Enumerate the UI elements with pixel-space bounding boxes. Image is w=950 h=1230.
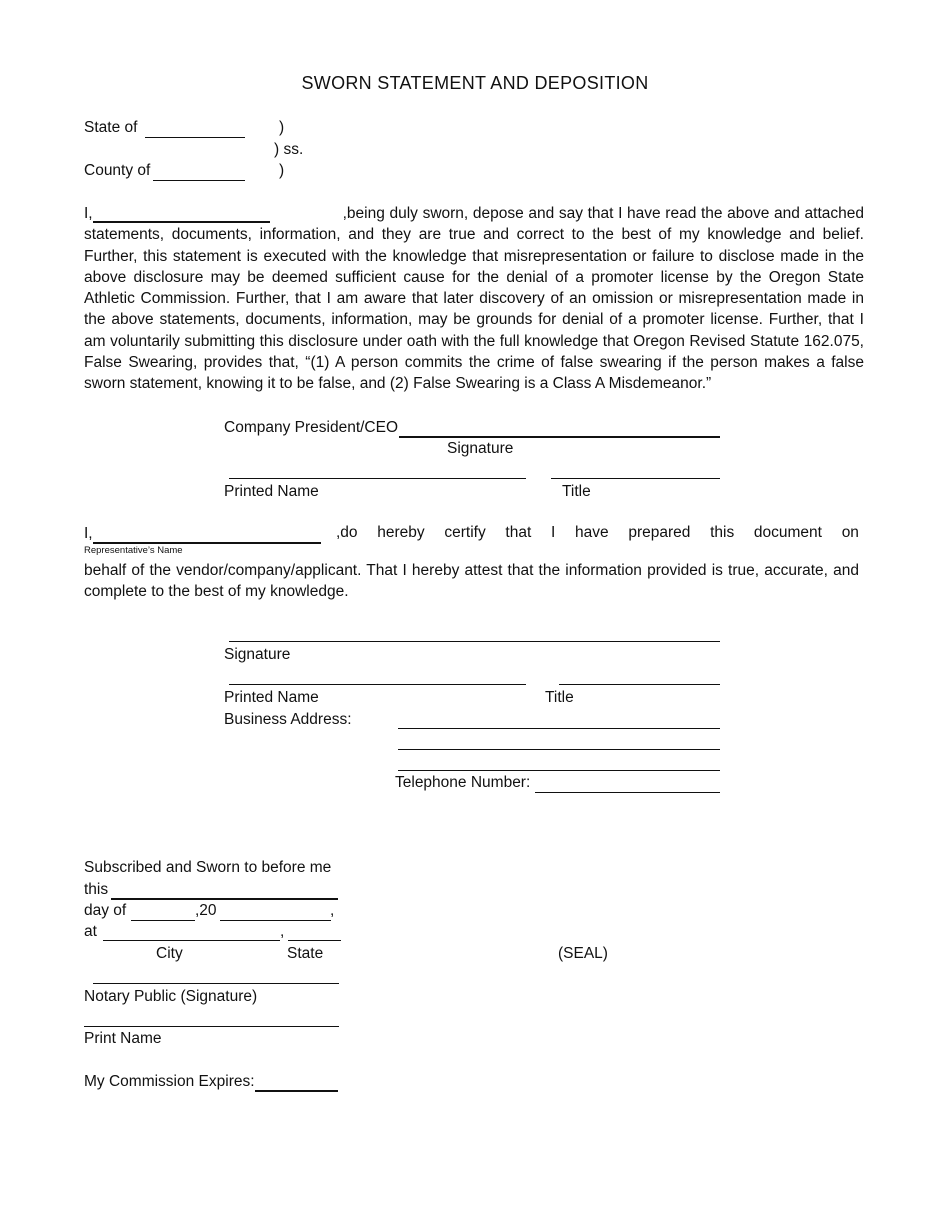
business-address-line-3[interactable] [398,770,720,771]
representative-signature-caption: Signature [224,646,291,663]
city-caption: City [156,945,183,962]
at-comma: , [280,923,285,940]
subscribed-label: Subscribed and Sworn to before me [84,859,332,876]
certification-first-line [336,524,859,542]
seal-label: (SEAL) [558,945,608,962]
county-of-label: County of [84,162,151,179]
sworn-statement-paragraph [84,203,864,395]
venue-paren-bottom: ) [279,162,285,179]
cert-word: that [505,524,532,541]
commission-expires-field[interactable] [255,1090,338,1092]
cert-word: document [753,524,822,541]
year-field[interactable] [220,920,331,921]
president-printed-name-field[interactable] [229,478,526,479]
commission-expires-label: My Commission Expires: [84,1073,255,1090]
state-caption: State [287,945,324,962]
telephone-label: Telephone Number: [395,774,531,791]
president-printed-name-caption: Printed Name [224,483,319,500]
notary-signature-field[interactable] [93,983,339,984]
company-president-label: Company President/CEO [224,419,399,436]
representative-name-caption: Representative’s Name [84,545,183,556]
page-title: SWORN STATEMENT AND DEPOSITION [301,73,649,93]
state-field[interactable] [288,940,341,941]
president-signature-caption: Signature [447,440,514,457]
cert-word: I [550,524,556,541]
representative-title-caption: Title [545,689,574,706]
year-suffix: , [330,902,335,919]
representative-printed-name-caption: Printed Name [224,689,319,706]
notary-this-field[interactable] [111,898,338,900]
city-field[interactable] [103,940,280,941]
venue-paren-top: ) [279,119,285,136]
business-address-line-2[interactable] [398,749,720,750]
telephone-field[interactable] [535,792,720,793]
print-name-caption: Print Name [84,1030,162,1047]
cert-word: have [575,524,609,541]
year-prefix: ,20 [195,902,217,919]
president-signature-field[interactable] [399,436,720,438]
cert-word: this [710,524,735,541]
certification-paragraph: behalf of the vendor/company/applicant. That I hereby attest that the information provided is true, accurate, and complete to the best of my knowledge. [84,562,859,601]
president-title-caption: Title [562,483,591,500]
statement-prefix: I, [84,205,93,222]
statement-body: ,being duly sworn, depose and say that I have read the above and attached statements, documents, information, and they are true and correct to the best of my knowledge and belief. Further, this statement is executed with the knowledge that misrepresentation or failure to disclose made in the above disclosure may be deemed sufficient cause for the denial of a promoter license by the Oregon State Athletic Commission. Further, that I am aware that later discovery of an omission or misrepresentation made in the above statements, documents, information, may be grounds for denial of a promoter license. Further, that I am voluntarily submitting this disclosure under oath with the full knowledge that Oregon Revised Statute 162.075, False Swearing, provides that, “(1) A person commits the crime of false swearing if the person makes a false sworn statement, knowing it to be false, and (2) False Swearing is a Class A Misdemeanor.” [84,205,864,393]
certification-prefix: I, [84,525,93,542]
cert-word: ,do [336,524,358,541]
cert-word: certify [444,524,486,541]
cert-word: hereby [377,524,425,541]
business-address-line-1[interactable] [398,728,720,729]
at-label: at [84,923,97,940]
cert-word: on [841,524,859,541]
representative-signature-field[interactable] [229,641,720,642]
notary-signature-caption: Notary Public (Signature) [84,988,258,1005]
president-title-field[interactable] [551,478,720,479]
representative-title-field[interactable] [559,684,720,685]
venue-ss-label: ) ss. [274,141,304,158]
this-label: this [84,881,109,898]
state-of-label: State of [84,119,138,136]
representative-printed-name-field[interactable] [229,684,526,685]
state-of-field[interactable] [145,137,245,138]
day-field[interactable] [131,920,195,921]
county-of-field[interactable] [153,180,245,181]
notary-print-name-field[interactable] [84,1026,339,1027]
cert-word: prepared [628,524,691,541]
business-address-label: Business Address: [224,711,352,728]
day-of-label: day of [84,902,127,919]
